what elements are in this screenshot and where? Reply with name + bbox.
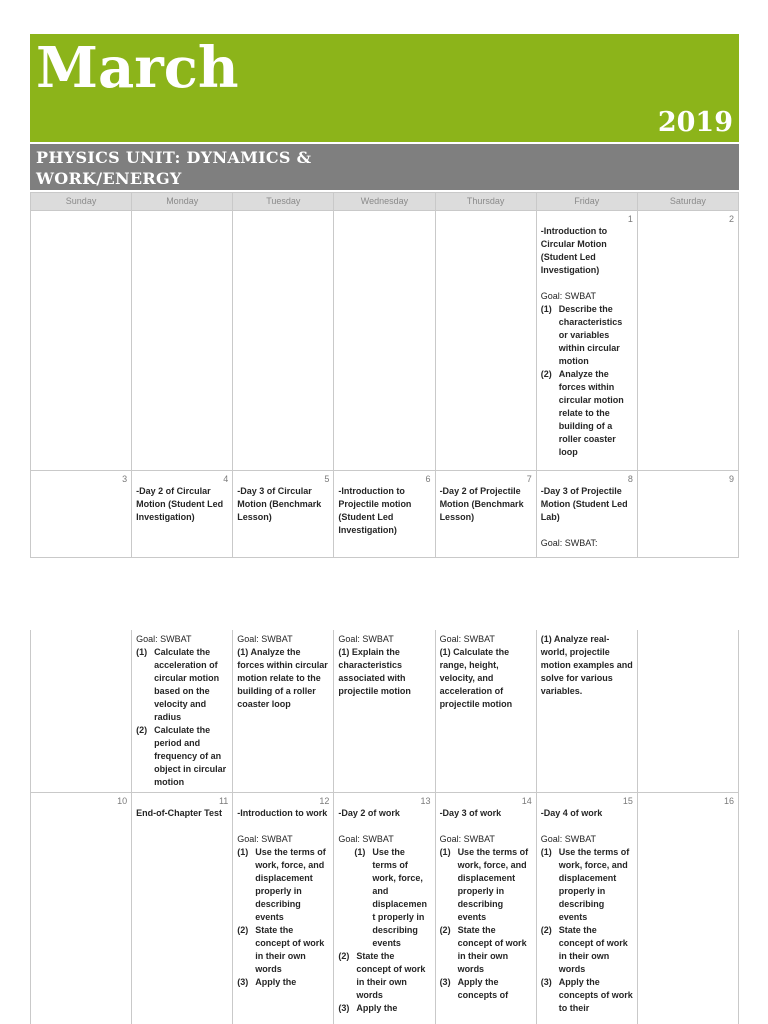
day-number: 12 bbox=[319, 796, 330, 806]
event-title: -Introduction to work bbox=[237, 808, 328, 818]
goal-item: (2) Analyze the forces within circular motion relate to the building of a roller coaster loop bbox=[540, 369, 624, 457]
day-cell bbox=[637, 471, 738, 558]
goal-label: Goal: SWBAT bbox=[338, 634, 394, 644]
month-banner bbox=[30, 34, 739, 142]
weekday-header: Saturday bbox=[637, 193, 738, 211]
goal-label: Goal: SWBAT bbox=[136, 634, 192, 644]
day-cell bbox=[334, 471, 435, 558]
goal-label: Goal: SWBAT bbox=[540, 291, 597, 301]
goal-label: Goal: SWBAT bbox=[237, 634, 293, 644]
day-cell-empty bbox=[31, 211, 132, 471]
day-number: 13 bbox=[420, 796, 431, 806]
day-cell bbox=[536, 471, 637, 558]
day-cell bbox=[132, 793, 233, 1024]
goal-list bbox=[541, 846, 633, 1015]
goal-item: (2) State the concept of work in their own words bbox=[237, 925, 325, 974]
day-cell bbox=[31, 471, 132, 558]
day-number: 4 bbox=[223, 474, 229, 484]
goal-item: (3) Apply the bbox=[237, 977, 297, 987]
goal-label: Goal: SWBAT bbox=[338, 834, 394, 844]
goal-item: (3) Apply the concepts of bbox=[439, 977, 509, 1000]
event-title: -Day 3 of Circular Motion (Benchmark Lesson) bbox=[237, 486, 322, 522]
year-label: 2019 bbox=[657, 107, 733, 138]
day-number: 1 bbox=[627, 214, 633, 224]
day-cell bbox=[536, 630, 637, 793]
goal-item: (1) Calculate the acceleration of circular motion based on the velocity and radius bbox=[136, 647, 220, 722]
day-cell-saturday-2 bbox=[637, 211, 738, 471]
day-number: 5 bbox=[324, 474, 330, 484]
day-cell-friday-1 bbox=[536, 211, 637, 471]
day-number: 11 bbox=[218, 796, 229, 806]
goal-list bbox=[541, 303, 633, 459]
goal-item: (1) Use the terms of work, force, and displacement properly in describing events bbox=[439, 847, 529, 922]
goal-item: (1) Calculate the range, height, velocity, and acceleration of projectile motion bbox=[439, 647, 513, 709]
event-title: -Day 2 of work bbox=[338, 808, 400, 818]
day-cell bbox=[233, 793, 334, 1024]
week-row bbox=[31, 471, 739, 558]
event-title: (Student Led bbox=[540, 252, 596, 262]
event-title: -Day 2 of Projectile Motion (Benchmark Lesson) bbox=[439, 486, 524, 522]
day-cell-empty bbox=[233, 211, 334, 471]
goal-item: (3) Apply the bbox=[338, 1003, 398, 1013]
weekday-header: Monday bbox=[132, 193, 233, 211]
goal-label: Goal: SWBAT bbox=[439, 834, 495, 844]
day-cell bbox=[132, 471, 233, 558]
day-number: 15 bbox=[622, 796, 633, 806]
day-cell bbox=[435, 630, 536, 793]
day-number: 10 bbox=[117, 796, 128, 806]
day-number: 2 bbox=[728, 214, 734, 224]
month-title: March bbox=[36, 35, 239, 101]
day-cell-empty bbox=[132, 211, 233, 471]
day-cell bbox=[334, 793, 435, 1024]
event-title: -Introduction to bbox=[540, 226, 608, 236]
goal-item: (1) Analyze the forces within circular motion relate to the building of a roller coaster loop bbox=[237, 647, 328, 709]
goal-item: (2) State the concept of work in their own words bbox=[540, 925, 628, 974]
day-cell-empty bbox=[334, 211, 435, 471]
goal-list bbox=[440, 846, 532, 1002]
weekday-header: Friday bbox=[536, 193, 637, 211]
calendar-top bbox=[30, 192, 739, 558]
week-row-continued bbox=[31, 630, 739, 793]
event-title: -Introduction to Projectile motion (Student Led Investigation) bbox=[338, 486, 412, 535]
goal-label: Goal: SWBAT bbox=[237, 834, 293, 844]
day-cell bbox=[435, 471, 536, 558]
day-cell bbox=[233, 630, 334, 793]
day-number: 3 bbox=[122, 474, 128, 484]
event-title: -Day 2 of Circular Motion (Student Led Investigation) bbox=[136, 486, 224, 522]
day-cell bbox=[132, 630, 233, 793]
unit-bar bbox=[30, 144, 739, 190]
weekday-header: Wednesday bbox=[334, 193, 435, 211]
goal-list bbox=[338, 846, 430, 1015]
day-cell bbox=[31, 793, 132, 1024]
day-number: 14 bbox=[521, 796, 532, 806]
week-row bbox=[31, 211, 739, 471]
goal-label: Goal: SWBAT: bbox=[540, 538, 598, 548]
goal-item: (1) Use the terms of work, force, and displacemen t properly in describing events bbox=[354, 847, 427, 948]
event-title: Circular Motion bbox=[540, 239, 607, 249]
goal-item: (1) Explain the characteristics associated with projectile motion bbox=[338, 647, 411, 696]
day-number: 7 bbox=[526, 474, 532, 484]
goal-item: (2) State the concept of work in their own words bbox=[338, 951, 426, 1000]
weekday-header: Sunday bbox=[31, 193, 132, 211]
day-number: 6 bbox=[425, 474, 431, 484]
weekday-header: Tuesday bbox=[233, 193, 334, 211]
goal-label: Goal: SWBAT bbox=[540, 834, 597, 844]
day-cell-empty bbox=[435, 211, 536, 471]
day-cell bbox=[334, 630, 435, 793]
goal-item: (2) Calculate the period and frequency of an object in circular motion bbox=[136, 725, 227, 787]
goal-item: (1) Use the terms of work, force, and displacement properly in describing events bbox=[540, 847, 630, 922]
unit-title: PHYSICS UNIT: DYNAMICS & WORK/ENERGY bbox=[36, 148, 312, 188]
day-number: 9 bbox=[728, 474, 734, 484]
day-cell bbox=[637, 630, 738, 793]
goal-list bbox=[237, 846, 329, 989]
calendar-bottom bbox=[30, 630, 739, 1024]
goal-item: (1) Describe the characteristics or variables within circular motion bbox=[540, 304, 623, 366]
event-title: End-of-Chapter Test bbox=[136, 808, 222, 818]
day-number: 16 bbox=[723, 796, 734, 806]
day-cell bbox=[31, 630, 132, 793]
event-title: -Day 3 of Projectile Motion (Student Led Lab) bbox=[540, 486, 628, 522]
day-cell bbox=[536, 793, 637, 1024]
day-number: 8 bbox=[627, 474, 633, 484]
event-title: -Day 4 of work bbox=[540, 808, 603, 818]
goal-item: (1) Analyze real-world, projectile motion examples and solve for various variables. bbox=[540, 634, 633, 696]
week-row bbox=[31, 793, 739, 1024]
goal-item: (3) Apply the concepts of work to their bbox=[540, 977, 633, 1013]
day-cell bbox=[233, 471, 334, 558]
goal-item: (1) Use the terms of work, force, and displacement properly in describing events bbox=[237, 847, 326, 922]
day-cell bbox=[435, 793, 536, 1024]
day-cell bbox=[637, 793, 738, 1024]
event-title: Investigation) bbox=[540, 265, 600, 275]
goal-list bbox=[136, 646, 228, 789]
weekday-header: Thursday bbox=[435, 193, 536, 211]
weekday-row bbox=[31, 193, 739, 211]
event-title: -Day 3 of work bbox=[439, 808, 502, 818]
goal-label: Goal: SWBAT bbox=[439, 634, 495, 644]
goal-item: (2) State the concept of work in their own words bbox=[439, 925, 527, 974]
